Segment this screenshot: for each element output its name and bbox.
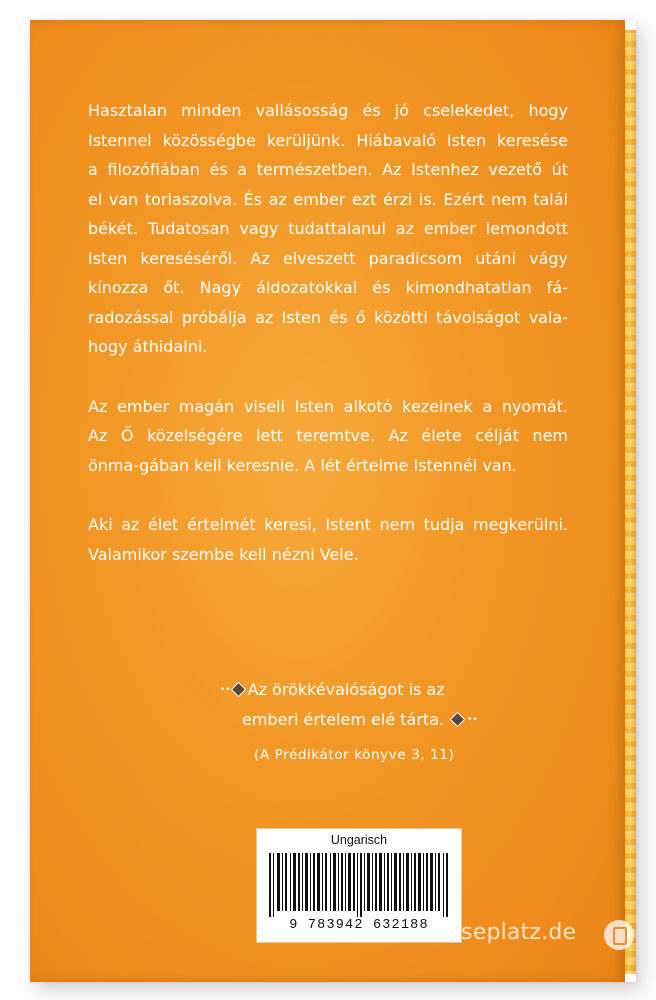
quote-line-2 — [242, 705, 520, 735]
language-label: Ungarisch — [330, 833, 388, 847]
text-line: Az ember magán viseli Isten alkotó kezeinek a nyomát. — [88, 396, 568, 416]
quote-text-2: emberi értelem elé tárta. — [242, 710, 445, 729]
barcode-icon — [269, 853, 449, 917]
text-line: Valamikor szembe kell nézni Vele. — [88, 544, 359, 564]
text-line: önma-gában kell keresnie. A lét értelme Istennél van. — [88, 455, 517, 475]
spine-texture — [625, 30, 636, 974]
quote-text-1: Az örökkévalóságot is az — [247, 680, 445, 699]
text-line: el van torlaszolva. És az ember ezt érzi is. Ezért nem talál — [88, 189, 568, 209]
text-line: Istennel közösségbe kerüljünk. Hiábavaló Isten keresése — [88, 130, 568, 150]
diamond-ornament-icon — [450, 712, 466, 728]
text-line: Hasztalan minden vallásosság és jó cselekedet, hogy — [88, 101, 568, 120]
paragraph-1 — [88, 96, 568, 362]
diamond-ornament-icon — [230, 682, 246, 698]
ornament-dots-icon: •• — [220, 685, 231, 695]
ornament-dots-icon: •• — [467, 715, 478, 725]
text-line: Az Ő közelségére lett teremtve. Az élete célját nem — [88, 426, 568, 445]
book-logo-icon — [604, 920, 634, 950]
watermark: leseplatz.de — [441, 920, 577, 945]
text-line: a filozófiában és a természetben. Az Istenhez vezető út — [88, 160, 568, 179]
quote-reference: (A Prédikátor könyve 3, 11) — [254, 747, 455, 763]
text-line: radozással próbálja az Isten és ő közötti távolságot vala- — [88, 307, 568, 327]
text-line: hogy áthidalni. — [88, 337, 208, 356]
back-cover — [30, 20, 625, 982]
quote-line-1 — [220, 675, 520, 705]
text-line: Aki az élet értelmét keresi, Istent nem tudja megkerülni. — [88, 515, 568, 534]
barcode-label — [256, 828, 462, 943]
text-line: kínozza őt. Nagy áldozatokkal és kimondhatatlan fá- — [88, 278, 568, 297]
book-spine — [625, 30, 636, 974]
bible-quote — [220, 675, 520, 770]
blurb-text — [88, 96, 568, 599]
text-line: békét. Tudatosan vagy tudattalanul az ember lemondott — [88, 219, 568, 238]
book — [30, 20, 636, 982]
isbn-number: 9 783942 632188 — [289, 918, 429, 933]
paragraph-2 — [88, 392, 568, 481]
text-line: Isten kereséséről. Az elveszett paradicsom utáni vágy — [88, 248, 568, 268]
paragraph-3 — [88, 510, 568, 569]
